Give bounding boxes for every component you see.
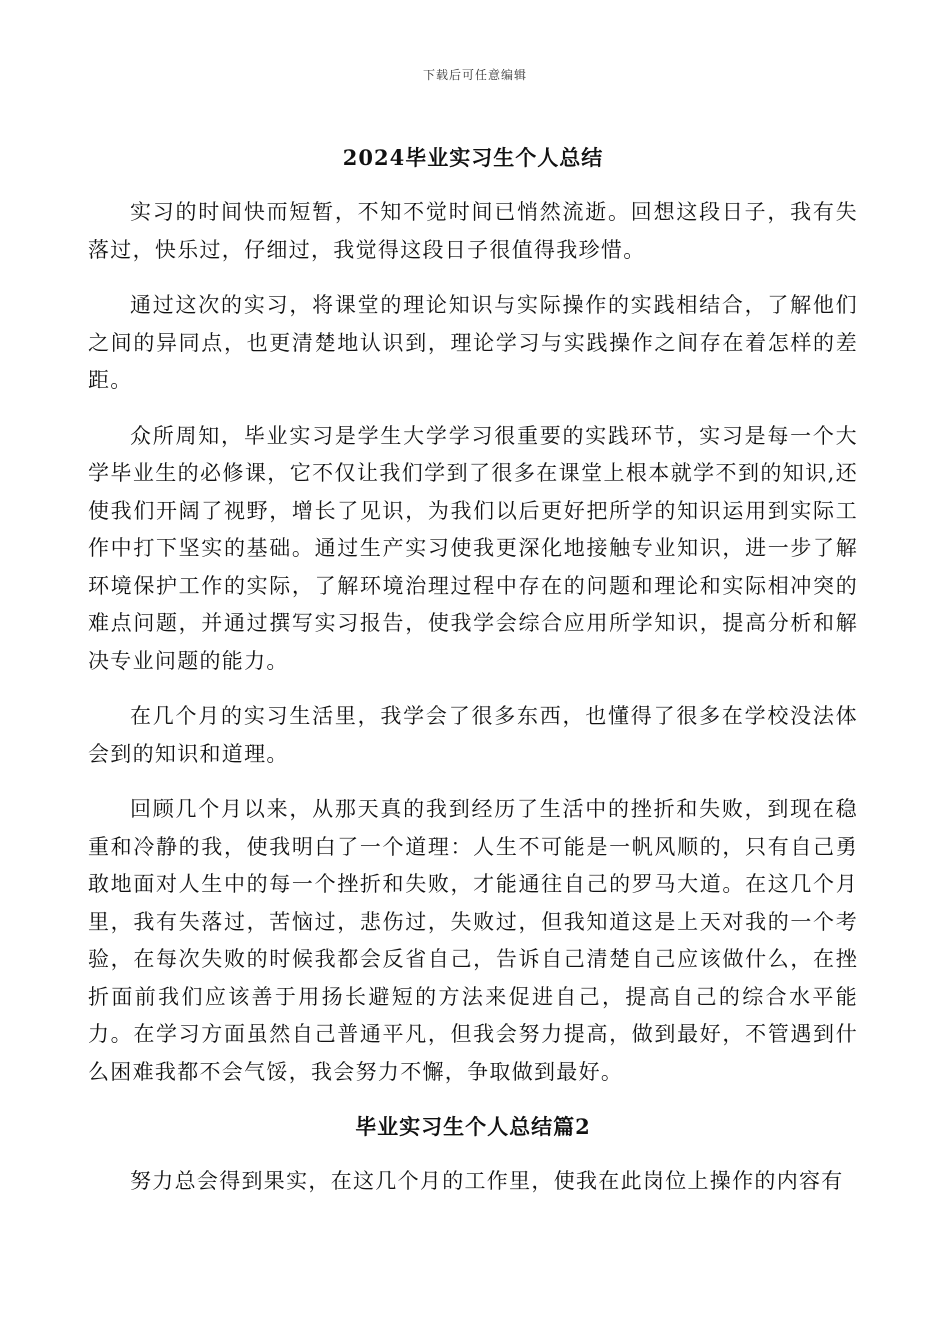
paragraph-1: 实习的时间快而短暂，不知不觉时间已悄然流逝。回想这段日子，我有失落过，快乐过，仔细过，我觉得这段日子很值得我珍惜。 [88, 200, 858, 262]
document-title: 2024毕业实习生个人总结 [342, 145, 604, 170]
paragraph-4: 在几个月的实习生活里，我学会了很多东西，也懂得了很多在学校没法体会到的知识和道理。 [88, 704, 858, 766]
section-2-title: 毕业实习生个人总结篇2 [355, 1114, 591, 1139]
paragraph-5: 回顾几个月以来，从那天真的我到经历了生活中的挫折和失败，到现在稳重和冷静的我，使我明白了一个道理：人生不可能是一帆风顺的，只有自己勇敢地面对人生中的每一个挫折和失败，才能通往自己的罗马大道。在这几个月里，我有失落过，苦恼过，悲伤过，失败过，但我知道这是上天对我的一个考验，在每次失败的时候我都会反省自己，告诉自己清楚自己应该做什么，在挫折面前我们应该善于用扬长避短的方法来促进自己，提高自己的综合水平能力。在学习方面虽然自己普通平凡，但我会努力提高，做到最好，不管遇到什么困难我都不会气馁，我会努力不懈，争取做到最好。 [88, 797, 858, 1084]
section-2-paragraph-1: 努力总会得到果实，在这几个月的工作里，使我在此岗位上操作的内容有 [130, 1169, 844, 1193]
document-body [88, 140, 858, 1219]
paragraph-2: 通过这次的实习，将课堂的理论知识与实际操作的实践相结合，了解他们之间的异同点，也更清楚地认识到，理论学习与实践操作之间存在着怎样的差距。 [88, 293, 858, 392]
header-note: 下载后可任意编辑 [422, 68, 527, 82]
paragraph-3: 众所周知，毕业实习是学生大学学习很重要的实践环节，实习是每一个大学毕业生的必修课，它不仅让我们学到了很多在课堂上根本就学不到的知识,还使我们开阔了视野，增长了见识，为我们以后更好把所学的知识运用到实际工作中打下坚实的基础。通过生产实习使我更深化地接触专业知识，进一步了解环境保护工作的实际，了解环境治理过程中存在的问题和理论和实际相冲突的难点问题，并通过撰写实习报告，使我学会综合应用所学知识，提高分析和解决专业问题的能力。 [88, 423, 858, 673]
